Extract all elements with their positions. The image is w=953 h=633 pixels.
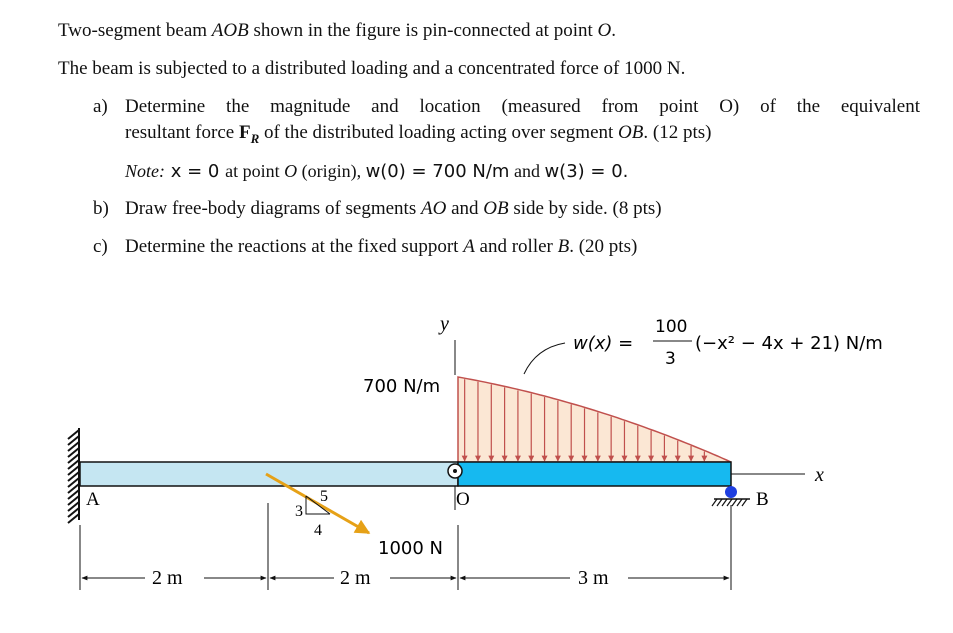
label-A: A — [86, 489, 100, 510]
slope-label-5: 5 — [320, 488, 328, 505]
part-c-points: . (20 pts) — [569, 236, 638, 257]
point-O: O — [597, 20, 612, 41]
segment-OB-b: OB — [483, 198, 509, 219]
ground-hatch-line — [737, 499, 742, 506]
part-a-text-2: of the distributed loading acting over segment — [259, 122, 619, 143]
force-label: 1000 N — [378, 538, 443, 559]
part-b-text: Draw free-body diagrams of segments — [125, 198, 421, 219]
slope-label-3: 3 — [295, 503, 303, 520]
label-B: B — [756, 489, 769, 510]
part-b-points: side by side. (8 pts) — [508, 198, 662, 219]
label-O: O — [456, 489, 470, 510]
pin-O-center — [453, 469, 457, 473]
resultant-subscript: R — [250, 130, 260, 146]
note-w0: w(0) = 700 N/m — [365, 161, 510, 182]
slope-label-4: 4 — [314, 522, 322, 539]
part-a-points: . (12 pts) — [643, 122, 712, 143]
dimension-AC: 2 m — [152, 567, 183, 589]
fixed-support-A — [68, 428, 79, 523]
intro2-text: The beam is subjected to a distributed loading and a concentrated force of — [58, 58, 625, 79]
ground-hatch-line — [712, 499, 717, 506]
part-c-text: Determine the reactions at the fixed support — [125, 236, 464, 257]
intro1-text-2: shown in the figure is pin-connected at point — [248, 20, 598, 41]
ground-hatch-line — [732, 499, 737, 506]
beam-name: AOB — [211, 20, 249, 41]
x-axis-label: x — [815, 464, 824, 486]
beam-segment-OB — [458, 462, 731, 486]
part-b-label: b) — [93, 198, 109, 219]
note-x0: x = 0 — [165, 161, 226, 182]
dimension-CO: 2 m — [340, 567, 371, 589]
part-a-text: resultant force — [125, 122, 239, 143]
ground-hatch-line — [722, 499, 727, 506]
equation-numerator: 100 — [655, 317, 688, 337]
part-a-line-1: Determine the magnitude and location (measured from point O) of the equivalent — [125, 96, 920, 117]
note-label: Note: — [125, 161, 165, 181]
roller-support-B — [712, 486, 750, 506]
note-text: at point — [225, 161, 285, 181]
resultant-symbol: F — [238, 122, 251, 143]
intro1-text: Two-segment beam — [58, 20, 212, 41]
equation-lhs: w(x) = — [573, 333, 634, 354]
note-and: and — [509, 161, 545, 181]
load-intensity-label: 700 N/m — [363, 376, 441, 397]
note-w3: w(3) = 0. — [544, 161, 629, 182]
part-c-label: c) — [93, 236, 108, 257]
equation-denominator: 3 — [665, 349, 676, 369]
equation-rhs: (−x² − 4x + 21) N/m — [695, 333, 883, 354]
part-c-text-2: and roller — [474, 236, 558, 257]
equation-leader — [524, 343, 565, 374]
roller-B: B — [557, 236, 570, 257]
ground-hatch-line — [742, 499, 747, 506]
intro1-period: . — [611, 20, 617, 41]
force-value: 1000 N — [624, 58, 681, 79]
note-origin: O — [284, 161, 298, 181]
segment-OB: OB — [618, 122, 644, 143]
support-A: A — [463, 236, 475, 257]
ground-hatch-line — [727, 499, 732, 506]
part-b-and: and — [446, 198, 484, 219]
segment-AO: AO — [420, 198, 447, 219]
note-text-2: (origin), — [297, 161, 366, 181]
y-axis-label: y — [440, 313, 449, 335]
distributed-load — [458, 377, 731, 462]
part-a-label: a) — [93, 96, 108, 117]
ground-hatch-line — [717, 499, 722, 506]
intro2-period: . — [680, 58, 686, 79]
dimension-OB: 3 m — [578, 567, 609, 589]
